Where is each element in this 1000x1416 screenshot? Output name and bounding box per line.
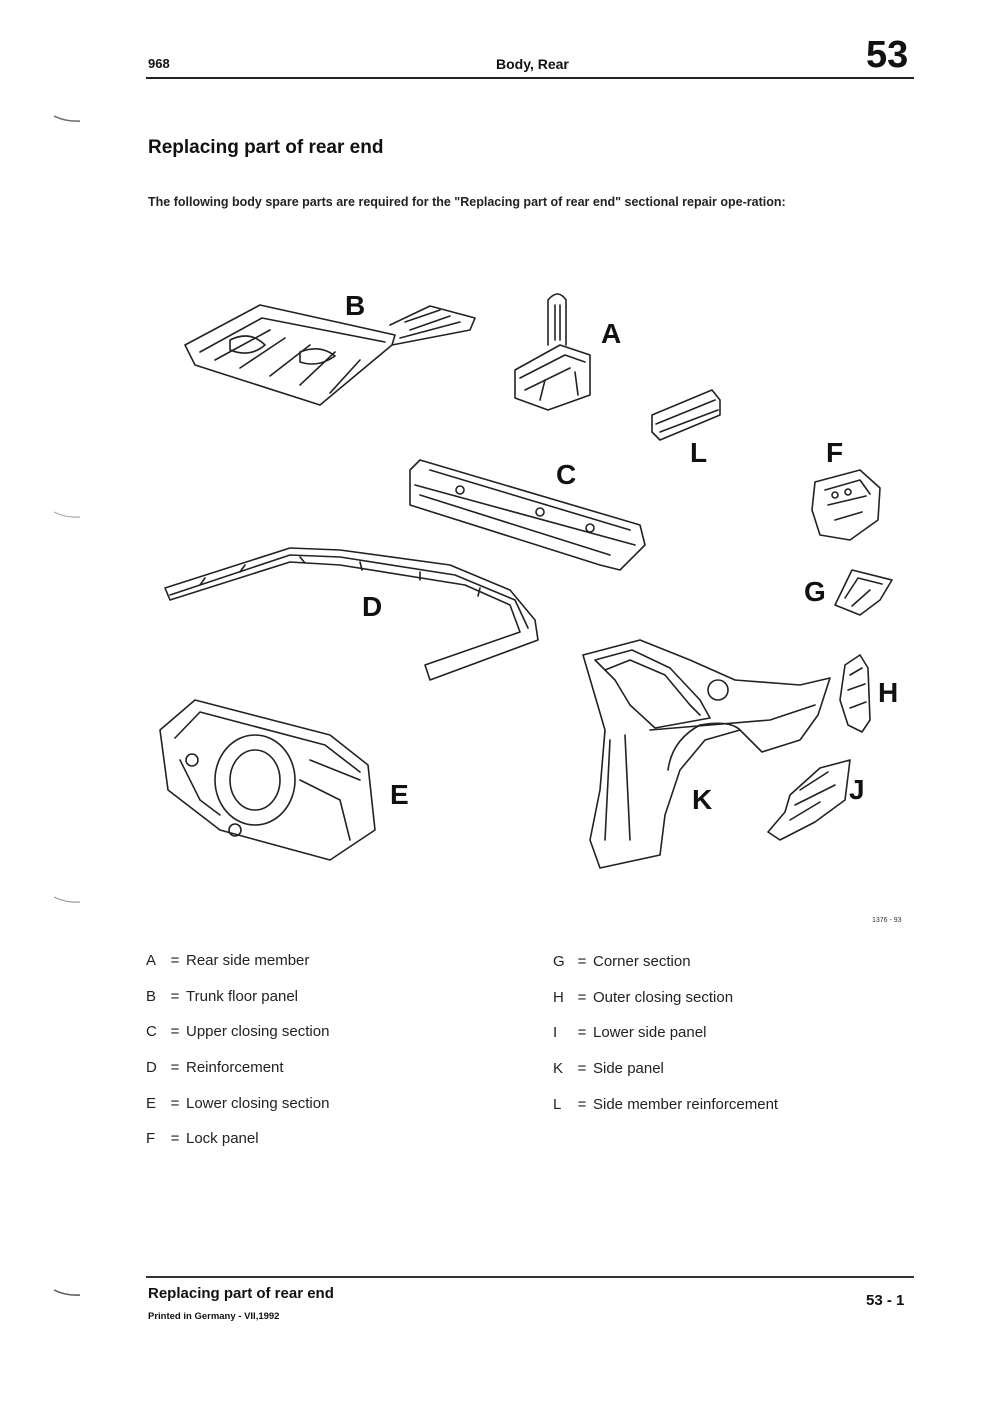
margin-mark xyxy=(52,508,82,520)
label-J: J xyxy=(849,774,865,805)
label-D: D xyxy=(362,591,383,622)
legend-text: Lower side panel xyxy=(593,1024,707,1042)
header-title: Body, Rear xyxy=(496,56,569,72)
legend-item xyxy=(146,1085,526,1121)
legend-letter: L xyxy=(553,1095,562,1113)
legend-text: Lower closing section xyxy=(186,1094,330,1112)
legend-letter: G xyxy=(553,953,565,971)
legend-letter: D xyxy=(146,1059,157,1077)
printed-note: Printed in Germany - VII,1992 xyxy=(148,1311,280,1322)
legend-equals: = xyxy=(577,953,587,971)
label-A: A xyxy=(601,318,622,349)
lower-side-panel-drawing xyxy=(768,760,850,840)
legend-letter: B xyxy=(146,987,157,1005)
header-rule xyxy=(146,77,914,79)
legend-text: Side member reinforcement xyxy=(593,1095,779,1113)
footer-rule xyxy=(146,1276,914,1278)
legend-item xyxy=(146,1121,526,1157)
label-F: F xyxy=(826,437,844,468)
corner-section-drawing xyxy=(835,570,892,615)
upper-closing-section-drawing xyxy=(410,460,645,570)
chapter-number: 53 xyxy=(866,34,909,76)
rear-side-member-drawing xyxy=(515,294,590,410)
model-number: 968 xyxy=(148,56,170,71)
intro-paragraph: The following body spare parts are required for the "Replacing part of rear end" sectional repair ope-ration: xyxy=(148,195,786,209)
legend-equals: = xyxy=(170,987,180,1005)
legend-item xyxy=(553,1086,933,1122)
legend-item xyxy=(146,1050,526,1086)
legend-equals: = xyxy=(577,1060,587,1078)
legend-letter: A xyxy=(146,952,157,970)
legend-letter: I xyxy=(553,1024,558,1042)
footer-title: Replacing part of rear end xyxy=(148,1285,334,1302)
legend-equals: = xyxy=(170,952,180,970)
legend-item xyxy=(146,979,526,1015)
legend-text: Corner section xyxy=(593,953,691,971)
legend-item xyxy=(553,1015,933,1051)
legend-item xyxy=(146,943,526,979)
label-L: L xyxy=(690,437,708,468)
trunk-floor-panel-drawing xyxy=(185,305,475,405)
legend-text: Lock panel xyxy=(186,1130,259,1148)
outer-closing-section-drawing xyxy=(840,655,870,732)
legend-equals: = xyxy=(170,1023,180,1041)
lock-panel-drawing xyxy=(812,470,880,540)
legend-letter: K xyxy=(553,1060,564,1078)
legend-item xyxy=(553,944,933,980)
label-C: C xyxy=(556,459,577,490)
legend-text: Reinforcement xyxy=(186,1059,284,1077)
legend-text: Outer closing section xyxy=(593,988,734,1006)
reinforcement-drawing xyxy=(165,548,538,680)
margin-mark xyxy=(52,1286,82,1298)
legend-letter: F xyxy=(146,1130,156,1148)
legend-equals: = xyxy=(577,1024,587,1042)
side-member-reinforcement-drawing xyxy=(652,390,720,440)
legend-item xyxy=(553,980,933,1016)
legend-equals: = xyxy=(170,1059,180,1077)
section-title: Replacing part of rear end xyxy=(148,137,384,158)
label-K: K xyxy=(692,784,713,815)
label-H: H xyxy=(878,677,899,708)
legend-equals: = xyxy=(170,1094,180,1112)
legend-text: Upper closing section xyxy=(186,1023,330,1041)
label-B: B xyxy=(345,290,366,321)
figure-id: 1376 - 93 xyxy=(872,917,902,924)
legend-equals: = xyxy=(577,988,587,1006)
legend-letter: H xyxy=(553,988,564,1006)
parts-diagram xyxy=(150,280,920,880)
page-number: 53 - 1 xyxy=(866,1292,905,1309)
label-G: G xyxy=(804,576,826,607)
label-E: E xyxy=(390,779,409,810)
legend-item xyxy=(553,1051,933,1087)
legend-text: Trunk floor panel xyxy=(186,987,299,1005)
legend-letter: C xyxy=(146,1023,157,1041)
lower-closing-section-drawing xyxy=(160,700,375,860)
legend-text: Rear side member xyxy=(186,952,310,970)
legend-equals: = xyxy=(577,1095,587,1113)
margin-mark xyxy=(52,112,82,124)
legend-equals: = xyxy=(170,1130,180,1148)
legend-right xyxy=(553,944,933,1122)
legend-left xyxy=(146,943,526,1157)
margin-mark xyxy=(52,893,82,905)
legend-letter: E xyxy=(146,1094,157,1112)
legend-item xyxy=(146,1014,526,1050)
legend-text: Side panel xyxy=(593,1060,664,1078)
